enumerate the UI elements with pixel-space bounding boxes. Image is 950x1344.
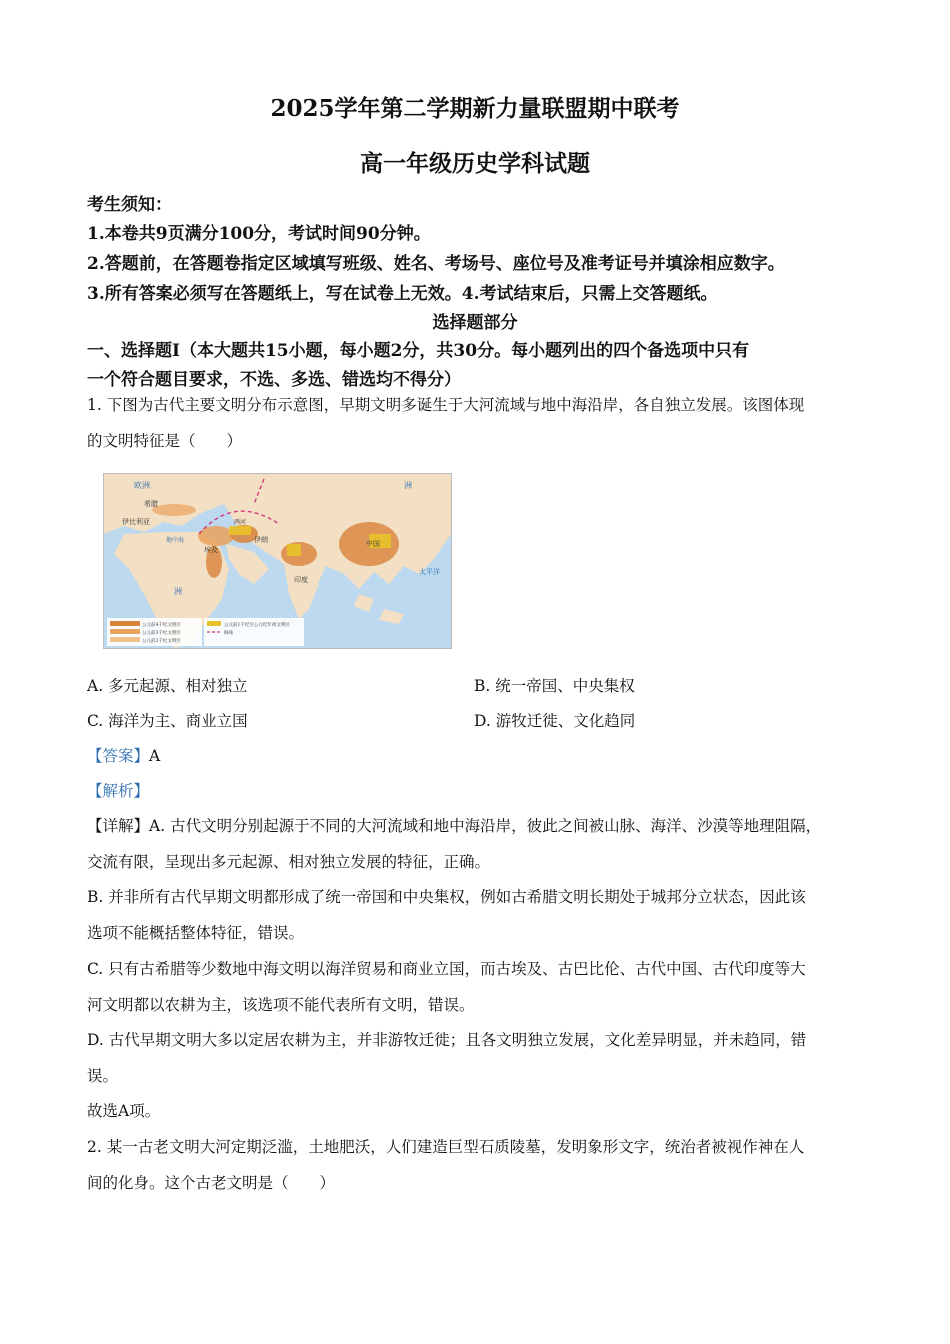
section-heading-line1: 一、选择题Ⅰ（本大题共15小题，每小题2分，共30分。每小题列出的四个备选项中只有 (87, 341, 750, 361)
analysis-label: 【解析】 (87, 782, 150, 800)
map-label-babylon: 两河 (234, 519, 247, 526)
detail-a-text: A. 古代文明分别起源于不同的大河流域和地中海沿岸，彼此之间被山脉、海洋、沙漠等地理阻隔， (149, 817, 822, 835)
part-title: 选择题部分 (432, 313, 518, 333)
legend-a: 公元前4千纪文明区 (142, 623, 181, 628)
exam-subtitle: 高一年级历史学科试题 (360, 150, 590, 177)
map-label-mediterranean: 地中海 (166, 537, 185, 544)
map-label-africa: 洲 (174, 587, 182, 596)
legend-swatch-d (207, 621, 221, 626)
answer-value: A (149, 747, 161, 765)
legend-d: 公元前1千纪至公元纪年初文明区 (224, 623, 290, 628)
notice-item-2: 2.答题前，在答题卷指定区域填写班级、姓名、考场号、座位号及准考证号并填涂相应数字。 (87, 254, 785, 274)
legend-b: 公元前3千纪文明区 (142, 631, 181, 636)
q2-stem-line1: 2. 某一古老文明大河定期泛滥，土地肥沃，人们建造巨型石质陵墓，发明象形文字，统治者被视作神在人 (87, 1138, 805, 1156)
detail-d-line2: 误。 (87, 1067, 119, 1085)
legend-swatch-b (110, 629, 140, 634)
q1-option-b[interactable]: B. 统一帝国、中央集权 (474, 677, 635, 695)
q1-option-a[interactable]: A. 多元起源、相对独立 (87, 677, 248, 695)
legend-e: 路线 (224, 631, 233, 636)
answer-line (87, 744, 160, 766)
q1-option-d[interactable]: D. 游牧迁徙、文化趋同 (474, 712, 636, 730)
map-label-asia: 洲 (404, 481, 412, 490)
map-label-persia: 伊朗 (254, 536, 268, 544)
detail-label: 【详解】 (87, 817, 150, 835)
detail-c-line1: C. 只有古希腊等少数地中海文明以海洋贸易和商业立国，而古埃及、古巴比伦、古代中国、古代印度等大 (87, 960, 806, 978)
legend-swatch-c (110, 637, 140, 642)
q2-stem-line2: 间的化身。这个古老文明是（ ） (87, 1174, 336, 1192)
detail-a-line2: 交流有限，呈现出多元起源、相对独立发展的特征，正确。 (87, 853, 491, 871)
legend-c: 公元前2千纪文明区 (142, 639, 181, 644)
detail-a-line1 (87, 808, 877, 844)
notice-item-3: 3.所有答案必须写在答题纸上，写在试卷上无效。4.考试结束后，只需上交答题纸。 (87, 284, 718, 304)
map-label-india: 印度 (294, 576, 308, 584)
exam-title: 2025学年第二学期新力量联盟期中联考 (270, 95, 680, 122)
q1-stem-line2: 的文明特征是（ ） (87, 432, 243, 450)
map-label-greece: 希腊 (144, 500, 158, 508)
ancient-civilization-map (103, 473, 452, 649)
map-label-pacific: 太平洋 (419, 568, 440, 576)
notice-item-1: 1.本卷共9页满分100分，考试时间90分钟。 (87, 224, 431, 244)
section-heading-line2: 一个符合题目要求，不选、多选、错选均不得分） (87, 370, 461, 390)
answer-label: 【答案】 (87, 747, 150, 765)
q1-option-c[interactable]: C. 海洋为主、商业立国 (87, 712, 248, 730)
map-label-europe: 欧洲 (134, 481, 150, 490)
detail-d-line1: D. 古代早期文明大多以定居农耕为主，并非游牧迁徙；且各文明独立发展，文化差异明显，并未趋同，错 (87, 1031, 807, 1049)
map-label-iberia: 伊比利亚 (122, 518, 150, 526)
notice-heading: 考生须知： (87, 195, 172, 215)
map-label-egypt: 埃及 (204, 546, 218, 554)
detail-b-line2: 选项不能概括整体特征，错误。 (87, 924, 305, 942)
detail-b-line1: B. 并非所有古代早期文明都形成了统一帝国和中央集权，例如古希腊文明长期处于城邦分立状态，因此该 (87, 888, 806, 906)
detail-c-line2: 河文明都以农耕为主，该选项不能代表所有文明，错误。 (87, 996, 475, 1014)
q1-stem-line1: 1. 下图为古代主要文明分布示意图，早期文明多诞生于大河流域与地中海沿岸，各自独立发展。该图体现 (87, 396, 805, 414)
legend-swatch-a (110, 621, 140, 626)
conclusion: 故选A项。 (87, 1102, 161, 1120)
map-label-china: 中国 (366, 540, 380, 548)
